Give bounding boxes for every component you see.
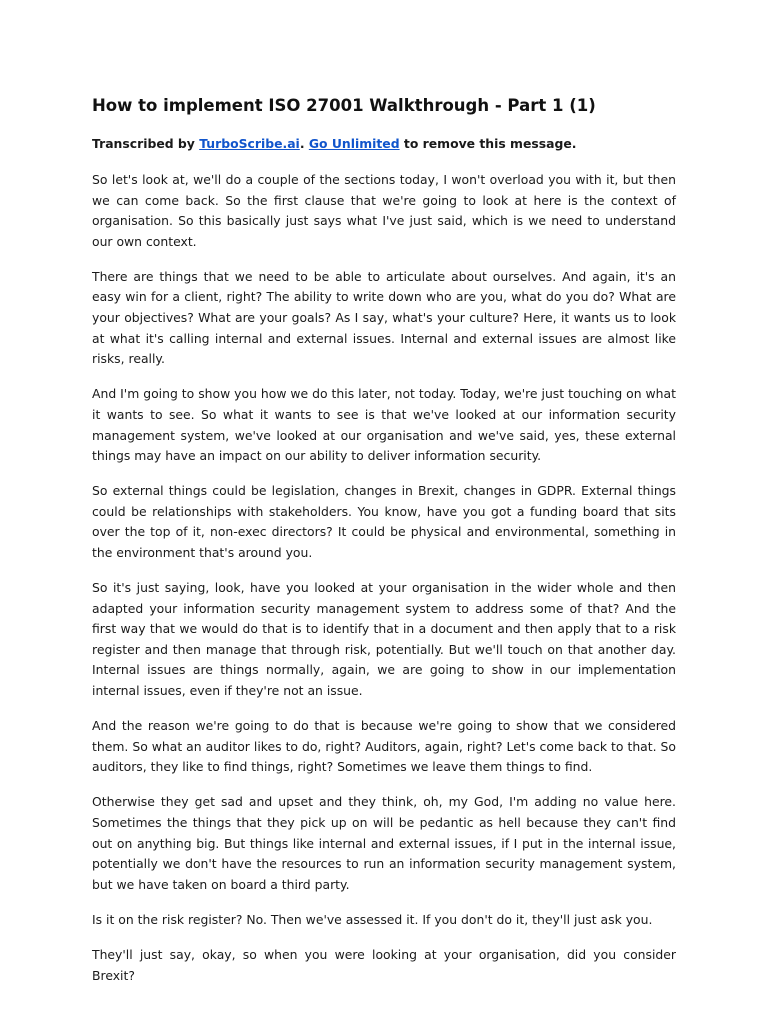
paragraph-6: And the reason we're going to do that is because we're going to show that we considered them. So what an auditor likes to do, right? Auditors, again, right? Let's come back to that. So auditors, they like to find things, right? Sometimes we leave them things to find. [92,718,676,775]
document-title: How to implement ISO 27001 Walkthrough - Part 1 (1) [92,96,596,115]
turboscribe-link[interactable]: TurboScribe.ai [199,136,300,151]
document-page [92,94,676,1001]
banner-prefix: Transcribed by [92,136,200,151]
paragraph-9: They'll just say, okay, so when you were looking at your organisation, did you consider Brexit? [92,947,676,983]
paragraph-1: So let's look at, we'll do a couple of the sections today, I won't overload you with it, but then we can come back. So the first clause that we're going to look at here is the context of organisation. So this basically just says what I've just said, which is we need to understand our own context. [92,172,676,249]
paragraph-7: Otherwise they get sad and upset and they think, oh, my God, I'm adding no value here. Sometimes the things that they pick up on will be pedantic as hell because they can't find out on anything big. But things like internal and external issues, if I put in the internal issue, potentially we don't have the resources to run an information security management system, but we have taken on board a third party. [92,794,676,892]
banner-suffix: to remove this message. [399,136,577,151]
paragraph-5: So it's just saying, look, have you looked at your organisation in the wider whole and then adapted your information security management system to address some of that? And the first way that we would do that is to identify that in a document and then apply that to a risk register and then manage that through risk, potentially. But we'll touch on that another day. Internal issues are things normally, again, we are going to show in our implementation internal issues, even if they're not an issue. [92,580,676,699]
paragraph-3: And I'm going to show you how we do this later, not today. Today, we're just touching on what it wants to see. So what it wants to see is that we've looked at our information security management system, we've looked at our organisation and we've said, yes, these external things may have an impact on our ability to deliver information security. [92,386,676,464]
paragraph-2: There are things that we need to be able to articulate about ourselves. And again, it's an easy win for a client, right? The ability to write down who are you, what do you do? What are your objectives? What are your goals? As I say, what's your culture? Here, it wants us to look at what it's calling internal and external issues. Internal and external issues are almost like risks, really. [92,268,676,367]
banner-separator: . [299,136,309,151]
paragraph-4: So external things could be legislation, changes in Brexit, changes in GDPR. External things could be relationships with stakeholders. You know, have you got a funding board that sits over the top of it, non-exec directors? It could be physical and environmental, something in the environment that's around you. [92,483,676,560]
paragraph-8: Is it on the risk register? No. Then we've assessed it. If you don't do it, they'll just ask you. [92,911,653,927]
transcription-banner [92,134,676,154]
go-unlimited-link[interactable]: Go Unlimited [308,136,400,151]
